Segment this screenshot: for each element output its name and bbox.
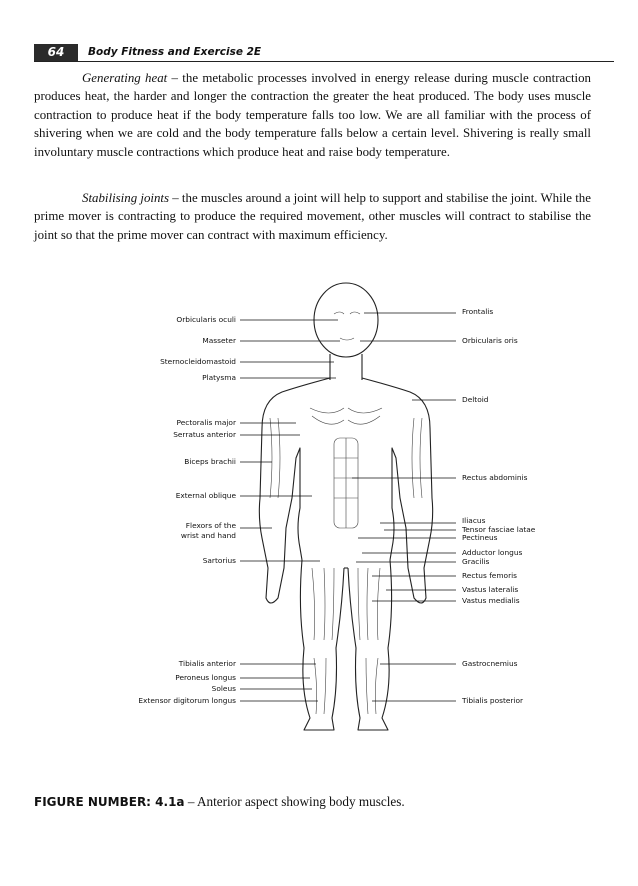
label-tensor-fasciae-latae: Tensor fasciae latae — [462, 525, 536, 534]
muscle-detail — [270, 312, 422, 714]
label-adductor-longus: Adductor longus — [462, 548, 523, 557]
muscle-figure — [0, 268, 638, 738]
label-orbicularis-oris: Orbicularis oris — [462, 336, 518, 345]
label-tibialis-posterior: Tibialis posterior — [462, 696, 524, 705]
page-number: 64 — [34, 44, 78, 61]
label-iliacus: Iliacus — [462, 516, 486, 525]
label-soleus: Soleus — [211, 684, 236, 693]
label-deltoid: Deltoid — [462, 395, 489, 404]
label-sartorius: Sartorius — [202, 556, 236, 565]
label-orbicularis-oculi: Orbicularis oculi — [176, 315, 236, 324]
label-platysma: Platysma — [202, 373, 236, 382]
caption-text: – Anterior aspect showing body muscles. — [184, 794, 405, 809]
label-biceps-brachii: Biceps brachii — [184, 457, 236, 466]
running-title: Body Fitness and Exercise 2E — [88, 46, 262, 58]
figure-caption — [34, 794, 614, 810]
label-external-oblique: External oblique — [175, 491, 236, 500]
paragraph-generating-heat — [34, 69, 591, 161]
anatomy-illustration — [0, 268, 638, 738]
label-gracilis: Gracilis — [462, 557, 490, 566]
caption-heading: FIGURE NUMBER: 4.1a — [34, 795, 185, 809]
leader-lines — [240, 313, 456, 701]
page-header — [34, 44, 614, 62]
label-tibialis-anterior: Tibialis anterior — [178, 659, 236, 668]
paragraph-lead: Stabilising joints — [82, 191, 170, 205]
header-rule — [34, 61, 614, 62]
label-vastus-lateralis: Vastus lateralis — [462, 585, 519, 594]
label-masseter: Masseter — [202, 336, 236, 345]
label-rectus-abdominis: Rectus abdominis — [462, 473, 528, 482]
paragraph-lead: Generating heat — [82, 71, 168, 85]
label-flexors-line-1: Flexors of the — [185, 521, 236, 530]
label-gastrocnemius: Gastrocnemius — [462, 659, 518, 668]
label-extensor-digitorum-longus: Extensor digitorum longus — [138, 696, 236, 705]
label-flexors-line-2: wrist and hand — [180, 531, 236, 540]
label-pectoralis-major: Pectoralis major — [176, 418, 236, 427]
label-peroneus-longus: Peroneus longus — [175, 673, 236, 682]
paragraph-text: – the muscles around a joint will help to support and stabilise the joint. While the prime mover is contracting to produce the required movement, other muscles will contract to stabilise the joint so that the prime mover can contract with maximum efficiency. — [34, 191, 591, 242]
label-rectus-femoris: Rectus femoris — [462, 571, 518, 580]
label-sternocleidomastoid: Sternocleidomastoid — [160, 357, 236, 366]
label-vastus-medialis: Vastus medialis — [462, 596, 520, 605]
label-frontalis: Frontalis — [462, 307, 494, 316]
paragraph-text: – the metabolic processes involved in energy release during muscle contraction produces heat, the harder and longer the contraction the greater the heat produced. The body uses muscle contraction to produce heat if the body temperature falls too low. We are all familiar with the process of shivering when we are cold and the body temperature falls below a certain level. Shivering is really small involuntary muscle contractions which produce heat and raise body temperature. — [34, 71, 591, 159]
label-serratus-anterior: Serratus anterior — [173, 430, 236, 439]
label-pectineus: Pectineus — [462, 533, 498, 542]
paragraph-stabilising-joints — [34, 189, 591, 244]
